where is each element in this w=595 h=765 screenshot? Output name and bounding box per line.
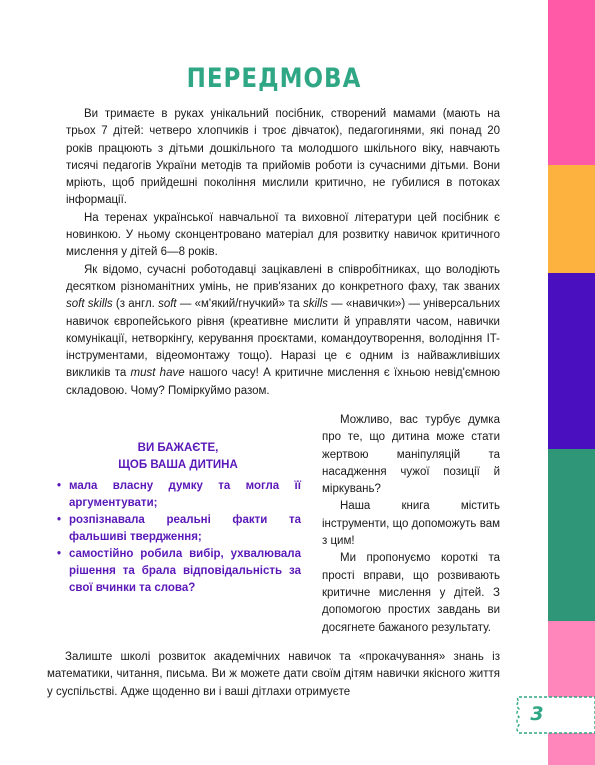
callout-item-text: самостійно робила вибір, ухвалювала рішення та брала відповідальність за свої вчинки та слова? (69, 548, 301, 594)
term-soft: soft (158, 298, 177, 311)
intro-paragraph-1: Ви тримаєте в руках унікальний посібник, створений мамами (мають на трьох 7 дітей: четверо хлопчиків і троє дівчаток), педагогинями, які понад 20 років працюють з дітьми дошкільного та молодшого шкільного віку, навчають тисячі педагогів України методів та прийомів роботи із сучасними дітьми. Вони мріють, щоб прийдешні покоління мислили критично, не губилися в потоках інформації. (66, 108, 500, 207)
bullet-icon: • (57, 514, 62, 526)
color-stripe-orange (548, 165, 595, 273)
right-paragraph-1: Можливо, вас турбує думка про те, що дитина може стати жертвою маніпуляцій та насадження чужої позиції й міркувань? (322, 414, 500, 496)
intro-paragraph-2: На теренах української навчальної та виховної літератури цей посібник є новинкою. У ньому сконцентровано матеріал для розвитку навичок критичного мислення у дітей 6—8 років. (66, 211, 500, 259)
callout-item-text: розпізнавала реальні факти та фальшиві твердження; (69, 514, 301, 543)
right-paragraph-3: Ми пропонуємо короткі та прості вправи, що розвивають критичне мислення у дітей. З допомогою простих завдань ви досягнете бажаного результату. (322, 552, 500, 634)
term-skills: skills (302, 298, 328, 311)
intro-text (66, 106, 500, 400)
text-fragment: (з англ. (112, 298, 159, 311)
page-number: 3 (530, 703, 544, 725)
text-fragment: — «м'який/гнучкий» та (176, 298, 303, 311)
color-stripe-pink (548, 0, 595, 165)
right-paragraph-2: Наша книга містить інструменти, що допоможуть вам з цим! (322, 500, 500, 548)
callout-item (55, 478, 301, 512)
term-soft-skills: soft skills (66, 298, 113, 311)
page-title: ПЕРЕДМОВА (186, 64, 362, 94)
bottom-paragraph: Залиште школі розвиток академічних навичок та «прокачування» знань із математики, читання, письма. Ви ж можете дати своїм дітям навички якісного життя у суспільстві. Адже щоденно ви і ваші дітлахи отримуєте (47, 651, 500, 698)
page-number-badge (511, 693, 595, 737)
color-stripe-purple (548, 273, 595, 449)
text-fragment: нашого часу! А критичне мислення є їхньою невід'ємною складовою. Чому? Поміркуймо разом. (66, 367, 500, 397)
text-fragment: — «навички») — універсальних навичок європейського рівня (креативне мислити й управляти часом, навички комунікації, нетворкінгу, керування проєктами, командоутворення, володіння IT-інструментами, відеомонтажу тощо). Наразі це є одним із найважливіших викликів та (66, 298, 500, 380)
intro-paragraph-3 (66, 262, 500, 400)
callout-box (55, 440, 301, 597)
callout-item (55, 546, 301, 597)
callout-item-text: мала власну думку та могла її аргументувати; (69, 480, 301, 509)
bullet-icon: • (57, 548, 62, 560)
callout-heading-line-2: ЩОБ ВАША ДИТИНА (118, 459, 238, 471)
text-fragment: Як відомо, сучасні роботодавці зацікавлені в співробітниках, що володіють десятком різноманітних умінь, не прив'язаних до конкретного фаху, так званих (66, 263, 500, 293)
callout-heading-line-1: ВИ БАЖАЄТЕ, (137, 442, 219, 454)
callout-item (55, 512, 301, 546)
callout-list (55, 478, 301, 597)
bottom-text (47, 649, 500, 701)
term-must-have: must have (130, 367, 185, 380)
right-column (322, 412, 500, 637)
bullet-icon: • (57, 480, 62, 492)
color-stripe-green (548, 449, 595, 621)
